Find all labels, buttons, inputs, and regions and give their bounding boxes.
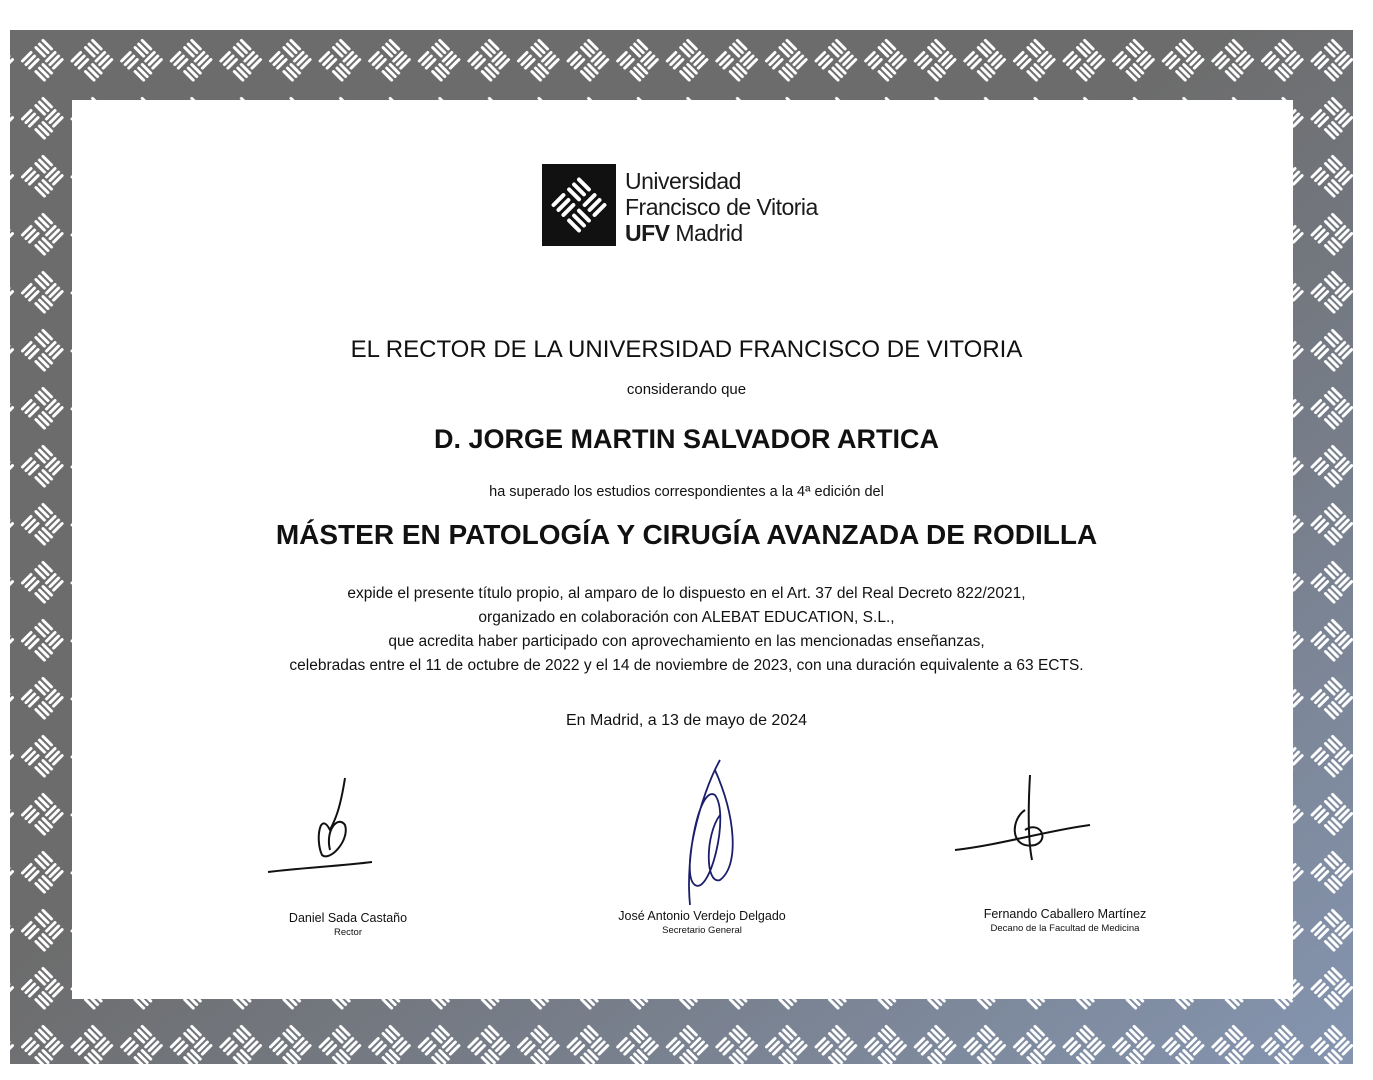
passed-text: ha superado los estudios correspondientes a la 4ª edición del — [489, 484, 884, 500]
signature-secretary — [660, 755, 760, 915]
signatory-dean — [955, 907, 1175, 934]
signatory-role: Rector — [334, 927, 362, 938]
body-line: que acredita haber participado con aprovechamiento en las mencionadas enseñanzas, — [388, 633, 985, 650]
logo-ufv: UFV — [625, 220, 670, 246]
signatory-role: Secretario General — [662, 925, 742, 936]
body-line: expide el presente título propio, al amparo de lo dispuesto en el Art. 37 del Real Decreto 822/2021, — [347, 585, 1026, 602]
program-title: MÁSTER EN PATOLOGÍA Y CIRUGÍA AVANZADA DE RODILLA — [275, 519, 1098, 550]
certificate-body — [0, 582, 1373, 678]
place-date: En Madrid, a 13 de mayo de 2024 — [565, 712, 808, 729]
signatory-name: José Antonio Verdejo Delgado — [618, 909, 786, 923]
body-line: organizado en colaboración con ALEBAT EDUCATION, S.L., — [478, 609, 895, 626]
university-name — [625, 168, 818, 246]
certificate-header: EL RECTOR DE LA UNIVERSIDAD FRANCISCO DE VITORIA — [350, 336, 1023, 363]
signature-rector — [260, 770, 390, 880]
signatory-rector — [248, 911, 448, 938]
considering-text: considerando que — [626, 381, 747, 398]
logo-madrid: Madrid — [669, 220, 743, 246]
signatory-secretary — [592, 909, 812, 936]
logo-line-1: Universidad — [625, 168, 741, 194]
ufv-logo-icon — [542, 164, 616, 246]
signatory-name: Fernando Caballero Martínez — [983, 907, 1147, 921]
body-line: celebradas entre el 11 de octubre de 2022 y el 14 de noviembre de 2023, con una duración equivalente a 63 ECTS. — [289, 657, 1084, 674]
signature-dean — [950, 770, 1100, 870]
signatory-name: Daniel Sada Castaño — [288, 911, 408, 925]
logo-line-2: Francisco de Vitoria — [625, 194, 818, 220]
recipient-name: D. JORGE MARTIN SALVADOR ARTICA — [434, 424, 939, 454]
signatory-role: Decano de la Facultad de Medicina — [990, 923, 1140, 934]
